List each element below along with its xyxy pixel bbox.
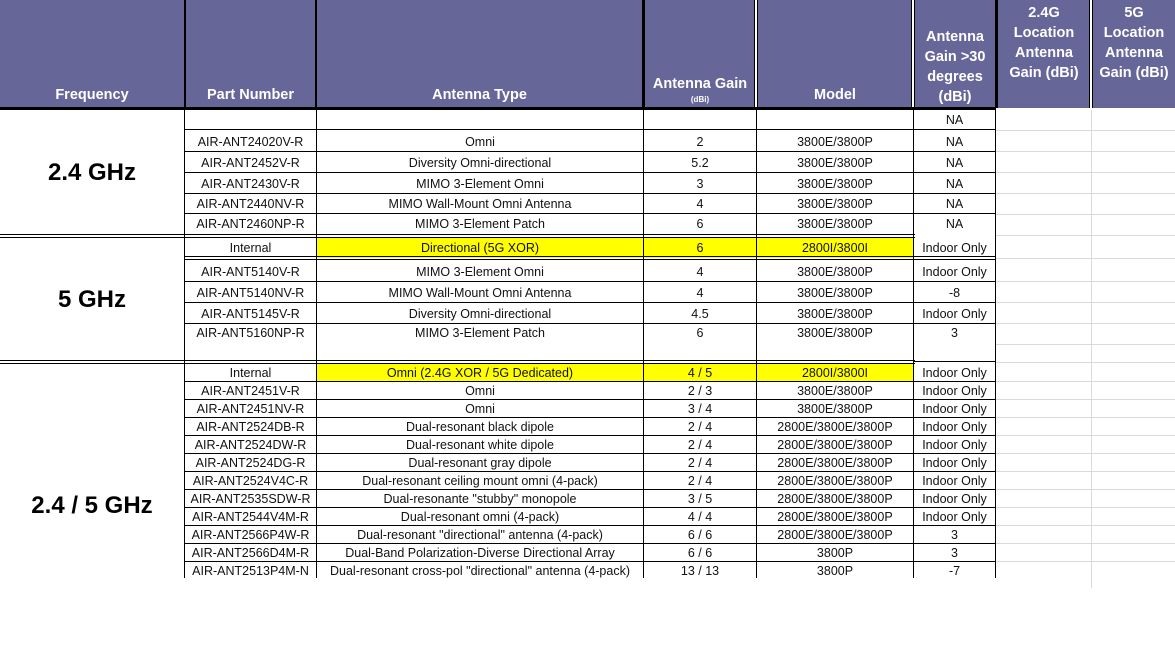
antenna-gain-cell[interactable]: 13 / 13: [680, 563, 720, 578]
part-number-cell[interactable]: AIR-ANT24020V-R: [197, 134, 304, 149]
part-number-cell[interactable]: AIR-ANT2524DB-R: [196, 420, 305, 434]
antenna-gain-cell[interactable]: 4.5: [691, 306, 709, 321]
antenna-type-cell[interactable]: MIMO 3-Element Patch: [415, 326, 545, 340]
antenna-gain-cell[interactable]: 3: [696, 176, 704, 191]
gain-over-30-cell[interactable]: Indoor Only: [922, 402, 987, 416]
antenna-type-cell[interactable]: MIMO Wall-Mount Omni Antenna: [388, 285, 572, 300]
antenna-type-cell[interactable]: Dual-resonant white dipole: [405, 438, 554, 452]
header-divider: [754, 0, 758, 108]
header-model-label: Model: [814, 87, 856, 103]
row-border: [185, 489, 995, 490]
antenna-gain-cell[interactable]: 5.2: [691, 155, 709, 170]
grid-line: [996, 302, 1175, 303]
gain-over-30-cell[interactable]: 3: [951, 528, 958, 542]
header-5g-line4: Gain (dBi): [1099, 65, 1169, 81]
gain-over-30-cell[interactable]: NA: [945, 197, 964, 211]
antenna-type-cell[interactable]: MIMO 3-Element Patch: [415, 217, 545, 231]
header-24g-location-gain[interactable]: [998, 0, 1090, 108]
header-gain-over-30-line3: degrees: [927, 69, 983, 85]
gain-over-30-cell[interactable]: Indoor Only: [922, 420, 987, 434]
antenna-type-cell[interactable]: Dual-resonant omni (4-pack): [400, 510, 560, 524]
header-24g-line2: Location: [1013, 25, 1075, 41]
antenna-gain-cell[interactable]: 2 / 4: [687, 456, 713, 470]
antenna-gain-cell[interactable]: 3 / 5: [687, 492, 713, 506]
section-label-2-4ghz: [0, 110, 184, 236]
row-border: [185, 302, 995, 303]
grid-line: [996, 214, 1175, 215]
antenna-type-cell[interactable]: MIMO Wall-Mount Omni Antenna: [388, 197, 572, 211]
antenna-gain-cell[interactable]: 2 / 4: [687, 474, 713, 488]
model-cell[interactable]: 2800I/3800I: [757, 238, 913, 258]
model-cell[interactable]: 3800E/3800P: [797, 176, 873, 191]
header-antenna-gain[interactable]: [645, 0, 755, 108]
grid-line: [1091, 110, 1092, 588]
antenna-gain-cell[interactable]: 3 / 4: [687, 402, 713, 416]
header-gain-over-30-line4: (dBi): [938, 89, 972, 105]
grid-line: [996, 525, 1175, 526]
header-part-number[interactable]: [186, 0, 315, 108]
header-antenna-type-label: Antenna Type: [432, 87, 527, 103]
gain-over-30-cell[interactable]: Indoor Only: [922, 264, 987, 279]
gain-over-30-cell[interactable]: Indoor Only: [922, 456, 987, 470]
antenna-gain-cell[interactable]: 6 / 6: [687, 528, 713, 542]
antenna-gain-cell[interactable]: 4: [696, 197, 704, 211]
grid-line: [996, 344, 1175, 345]
section-label-text: 2.4 GHz: [47, 159, 137, 186]
gain-over-30-cell[interactable]: 3: [951, 326, 958, 340]
part-number-cell[interactable]: AIR-ANT2451NV-R: [196, 402, 305, 416]
gain-over-30-cell[interactable]: Indoor Only: [922, 241, 987, 255]
row-border: [185, 323, 995, 324]
antenna-gain-cell[interactable]: [644, 110, 756, 130]
antenna-type-cell[interactable]: Omni: [465, 402, 495, 416]
gain-over-30-cell[interactable]: Indoor Only: [922, 366, 987, 380]
header-part-number-label: Part Number: [206, 87, 295, 103]
grid-line: [996, 362, 1175, 363]
gain-over-30-cell[interactable]: -8: [948, 285, 961, 300]
grid-line: [996, 281, 1175, 282]
part-number-cell[interactable]: Internal: [229, 241, 272, 255]
gain-over-30-cell[interactable]: -7: [948, 563, 961, 578]
antenna-gain-cell[interactable]: 2 / 3: [687, 384, 713, 398]
model-cell[interactable]: 2800E/3800E/3800P: [777, 510, 893, 524]
part-number-cell[interactable]: AIR-ANT2440NV-R: [196, 197, 305, 211]
row-border: [185, 381, 995, 382]
part-number-cell[interactable]: AIR-ANT5145V-R: [201, 306, 300, 321]
part-number-cell[interactable]: AIR-ANT2524DW-R: [194, 438, 307, 452]
section-label-5ghz: [0, 238, 184, 362]
gain-over-30-cell[interactable]: 3: [951, 546, 958, 560]
antenna-gain-cell[interactable]: 4: [696, 285, 704, 300]
section-label-text: 5 GHz: [57, 286, 126, 313]
grid-line: [996, 471, 1175, 472]
antenna-gain-cell[interactable]: 6: [644, 238, 756, 258]
row-border: [185, 213, 995, 214]
antenna-type-cell[interactable]: MIMO 3-Element Omni: [416, 176, 544, 191]
model-cell[interactable]: 3800P: [816, 563, 854, 578]
part-number-cell[interactable]: AIR-ANT2544V4M-R: [192, 510, 309, 524]
part-number-cell[interactable]: AIR-ANT2535SDW-R: [190, 492, 311, 506]
antenna-type-cell[interactable]: Dual-resonant black dipole: [405, 420, 554, 434]
row-border: [185, 435, 995, 436]
row-border: [185, 151, 995, 152]
row-border: [185, 543, 995, 544]
gain-over-30-cell[interactable]: NA: [945, 113, 964, 127]
row-border: [185, 399, 995, 400]
antenna-type-cell[interactable]: [317, 110, 643, 130]
gain-over-30-cell[interactable]: Indoor Only: [922, 384, 987, 398]
model-cell[interactable]: 3800E/3800P: [797, 197, 873, 211]
antenna-gain-cell[interactable]: 4 / 5: [644, 364, 756, 382]
antenna-gain-cell[interactable]: 2 / 4: [687, 420, 713, 434]
part-number-cell[interactable]: AIR-ANT2451V-R: [201, 384, 300, 398]
header-antenna-gain-label: Antenna Gain: [652, 76, 748, 92]
row-border: [185, 172, 995, 173]
header-divider: [911, 0, 915, 108]
row-border: [185, 129, 995, 130]
row-border: [185, 525, 995, 526]
grid-line: [996, 235, 1175, 236]
model-cell[interactable]: 3800E/3800P: [797, 217, 873, 231]
model-cell[interactable]: 3800E/3800P: [797, 326, 873, 340]
header-24g-line3: Antenna: [1015, 45, 1073, 61]
gain-over-30-cell[interactable]: Indoor Only: [922, 492, 987, 506]
gain-over-30-cell[interactable]: Indoor Only: [922, 474, 987, 488]
header-antenna-type[interactable]: [317, 0, 642, 108]
header-divider: [642, 0, 645, 108]
gain-over-30-cell[interactable]: Indoor Only: [922, 438, 987, 452]
grid-line: [996, 489, 1175, 490]
grid-line: [996, 453, 1175, 454]
grid-line: [996, 258, 1175, 259]
gain-over-30-cell[interactable]: Indoor Only: [922, 306, 987, 321]
row-border: [185, 507, 995, 508]
grid-line: [996, 130, 1175, 131]
grid-line: [996, 435, 1175, 436]
antenna-gain-cell[interactable]: 6: [696, 326, 704, 340]
section-label-text: 2.4 / 5 GHz: [31, 492, 153, 519]
header-divider: [995, 0, 998, 108]
header-5g-location-gain[interactable]: [1093, 0, 1175, 108]
header-5g-line1: 5G: [1124, 5, 1144, 21]
grid-line: [996, 323, 1175, 324]
antenna-type-cell[interactable]: Directional (5G XOR): [317, 238, 643, 258]
antenna-gain-cell[interactable]: 2 / 4: [687, 438, 713, 452]
antenna-type-cell[interactable]: Diversity Omni-directional: [408, 155, 552, 170]
header-gain-over-30-line1: Antenna: [926, 29, 984, 45]
part-number-cell[interactable]: AIR-ANT2524DG-R: [195, 456, 306, 470]
gain-over-30-cell[interactable]: NA: [945, 155, 964, 170]
gain-over-30-cell[interactable]: NA: [945, 176, 964, 191]
grid-line: [996, 381, 1175, 382]
model-cell[interactable]: 2800E/3800E/3800P: [777, 456, 893, 470]
row-border: [185, 453, 995, 454]
part-number-cell[interactable]: AIR-ANT5160NP-R: [196, 326, 305, 340]
header-24g-line4: Gain (dBi): [1009, 65, 1079, 81]
model-cell[interactable]: 3800E/3800P: [797, 134, 873, 149]
model-cell[interactable]: 3800E/3800P: [797, 155, 873, 170]
antenna-type-cell[interactable]: Dual-resonant ceiling mount omni (4-pack): [362, 474, 598, 488]
model-cell[interactable]: 2800E/3800E/3800P: [777, 438, 893, 452]
row-border: [914, 361, 995, 362]
header-divider: [1089, 0, 1093, 108]
gain-over-30-cell[interactable]: NA: [945, 134, 964, 149]
antenna-gain-cell[interactable]: 4: [696, 264, 704, 279]
model-cell[interactable]: 3800P: [816, 546, 854, 560]
part-number-cell[interactable]: AIR-ANT2460NP-R: [196, 217, 305, 231]
grid-line: [996, 417, 1175, 418]
antenna-gain-cell[interactable]: 6 / 6: [687, 546, 713, 560]
header-5g-line3: Antenna: [1105, 45, 1163, 61]
grid-line: [996, 193, 1175, 194]
row-border: [185, 281, 995, 282]
header-5g-line2: Location: [1103, 25, 1165, 41]
header-antenna-gain-unit: (dBi): [690, 95, 710, 104]
antenna-type-cell[interactable]: MIMO 3-Element Omni: [416, 264, 544, 279]
antenna-type-cell[interactable]: Diversity Omni-directional: [408, 306, 552, 321]
part-number-cell[interactable]: AIR-ANT2566P4W-R: [191, 528, 310, 542]
model-cell[interactable]: 2800E/3800E/3800P: [777, 528, 893, 542]
antenna-type-cell[interactable]: Omni (2.4G XOR / 5G Dedicated): [317, 364, 643, 382]
header-divider: [315, 0, 317, 108]
part-number-cell[interactable]: AIR-ANT2430V-R: [201, 176, 300, 191]
model-cell[interactable]: 2800E/3800E/3800P: [777, 492, 893, 506]
model-cell[interactable]: 3800E/3800P: [797, 306, 873, 321]
part-number-cell[interactable]: AIR-ANT2524V4C-R: [192, 474, 309, 488]
grid-line: [996, 507, 1175, 508]
part-number-cell[interactable]: AIR-ANT2452V-R: [201, 155, 300, 170]
antenna-gain-cell[interactable]: 2: [696, 134, 704, 149]
section-label-dual-band: [0, 364, 184, 648]
part-number-cell[interactable]: Internal: [229, 366, 272, 380]
header-model[interactable]: [758, 0, 912, 108]
gain-over-30-cell[interactable]: NA: [945, 217, 964, 231]
antenna-type-cell[interactable]: Omni: [465, 134, 495, 149]
model-cell[interactable]: 3800E/3800P: [797, 264, 873, 279]
header-gain-over-30[interactable]: [915, 0, 995, 108]
row-border: [185, 561, 995, 562]
model-cell[interactable]: 3800E/3800P: [797, 285, 873, 300]
antenna-gain-cell[interactable]: 4 / 4: [687, 510, 713, 524]
model-cell[interactable]: 3800E/3800P: [797, 384, 873, 398]
grid-line: [996, 543, 1175, 544]
part-number-cell[interactable]: AIR-ANT5140NV-R: [196, 285, 305, 300]
row-border: [185, 417, 995, 418]
row-border: [185, 471, 995, 472]
header-gain-over-30-line2: Gain >30: [924, 49, 986, 65]
antenna-type-cell[interactable]: Dual-resonant gray dipole: [408, 456, 552, 470]
header-divider: [184, 0, 186, 108]
antenna-type-cell[interactable]: Dual-resonante "stubby" monopole: [383, 492, 577, 506]
antenna-type-cell[interactable]: Dual-resonant "directional" antenna (4-pack): [357, 528, 603, 542]
header-24g-line1: 2.4G: [1028, 5, 1060, 21]
row-border: [185, 193, 995, 194]
part-number-cell[interactable]: AIR-ANT2513P4M-N: [192, 563, 309, 578]
row-border: [185, 256, 995, 260]
part-number-cell[interactable]: AIR-ANT2566D4M-R: [191, 546, 310, 560]
antenna-type-cell[interactable]: Dual-Band Polarization-Diverse Directional Array: [345, 546, 615, 560]
part-number-cell[interactable]: [185, 110, 316, 130]
model-cell[interactable]: 3800E/3800P: [797, 402, 873, 416]
header-frequency[interactable]: [0, 0, 184, 108]
grid-line: [996, 399, 1175, 400]
model-cell[interactable]: 2800E/3800E/3800P: [777, 474, 893, 488]
antenna-type-cell[interactable]: Dual-resonant cross-pol "directional" antenna (4-pack): [330, 563, 630, 578]
model-cell[interactable]: 2800E/3800E/3800P: [777, 420, 893, 434]
model-cell[interactable]: [757, 110, 913, 130]
grid-line: [996, 172, 1175, 173]
model-cell[interactable]: 2800I/3800I: [757, 364, 913, 382]
header-frequency-label: Frequency: [55, 87, 129, 103]
antenna-type-cell[interactable]: Omni: [465, 384, 495, 398]
gain-over-30-cell[interactable]: Indoor Only: [922, 510, 987, 524]
grid-line: [996, 151, 1175, 152]
antenna-gain-cell[interactable]: 6: [696, 217, 704, 231]
grid-line: [996, 561, 1175, 562]
part-number-cell[interactable]: AIR-ANT5140V-R: [201, 264, 300, 279]
